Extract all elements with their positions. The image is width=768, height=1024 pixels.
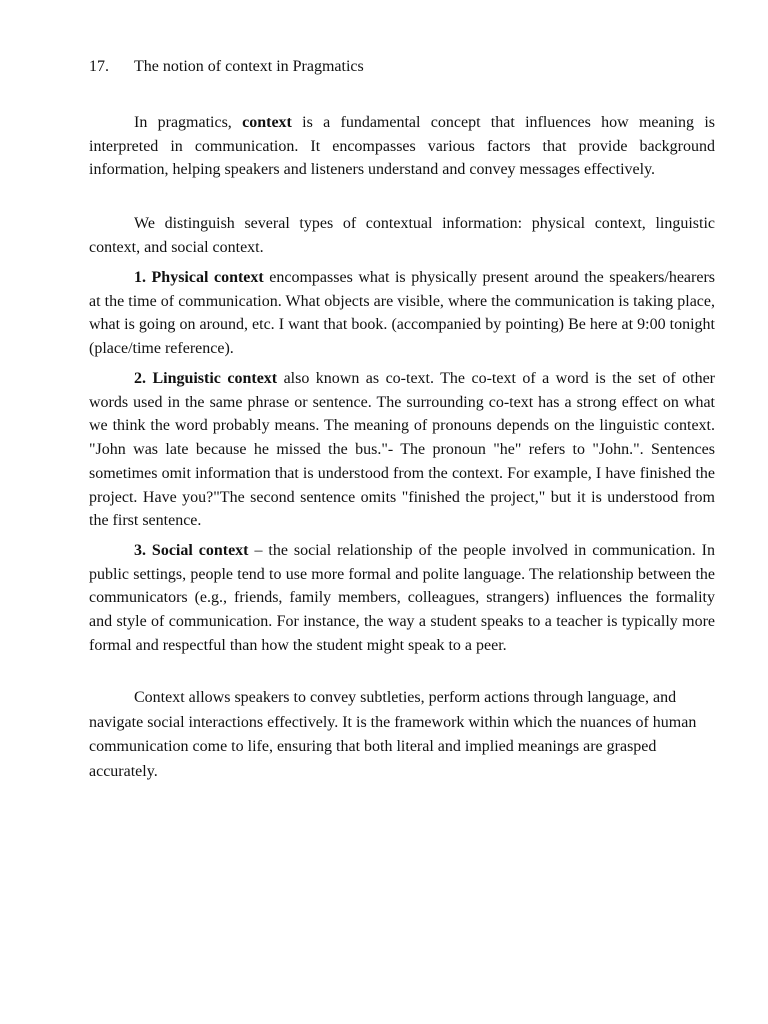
section-title: The notion of context in Pragmatics	[134, 58, 364, 75]
section-number: 17.	[89, 58, 109, 75]
intro-body: is a fundamental concept that influences how meaning is interpreted in communication. It encompasses various factors that provide background information, helping speakers and listeners understand and convey messages effectively.	[89, 114, 715, 179]
physical-context-paragraph	[89, 266, 715, 361]
types-paragraph: We distinguish several types of contextual information: physical context, linguistic context, and social context.	[89, 215, 715, 256]
linguistic-context-body: also known as co-text. The co-text of a word is the set of other words used in the same phrase or sentence. The surrounding co-text has a strong effect on what we think the word probably means. The meaning of pronouns depends on the linguistic context. "John was late because he missed the bus."- The pronoun "he" refers to "John.". Sentences sometimes omit information that is understood from the context. For example, I have finished the project. Have you?"The second sentence omits "finished the project," but it is understood from the first sentence.	[89, 370, 716, 530]
conclusion-paragraph: Context allows speakers to convey subtleties, perform actions through language, and navigate social interactions effectively. It is the framework within which the nuances of human communication come to life, ensuring that both literal and implied meanings are grasped accurately.	[89, 689, 697, 780]
intro-term: context	[242, 114, 292, 131]
social-context-body: – the social relationship of the people involved in communication. In public settings, people tend to use more formal and polite language. The relationship between the communicators (e.g., friends, family members, colleagues, strangers) influences the formality and style of communication. For instance, the way a student speaks to a teacher is typically more formal and respectful than how the student might speak to a peer.	[89, 542, 715, 654]
intro-paragraph	[89, 111, 715, 182]
section-heading	[89, 57, 364, 77]
social-context-paragraph	[89, 539, 715, 658]
linguistic-context-term: 2. Linguistic context	[134, 370, 278, 387]
intro-lead: In pragmatics,	[134, 114, 243, 131]
physical-context-body: encompasses what is physically present around the speakers/hearers at the time of communication. What objects are visible, where the communication is taking place, what is going on around, etc. I want that book. (accompanied by pointing) Be here at 9:00 tonight (place/time reference).	[89, 269, 716, 358]
social-context-term: 3. Social context	[134, 542, 249, 559]
physical-context-term: 1. Physical context	[134, 269, 264, 286]
linguistic-context-paragraph	[89, 367, 715, 533]
